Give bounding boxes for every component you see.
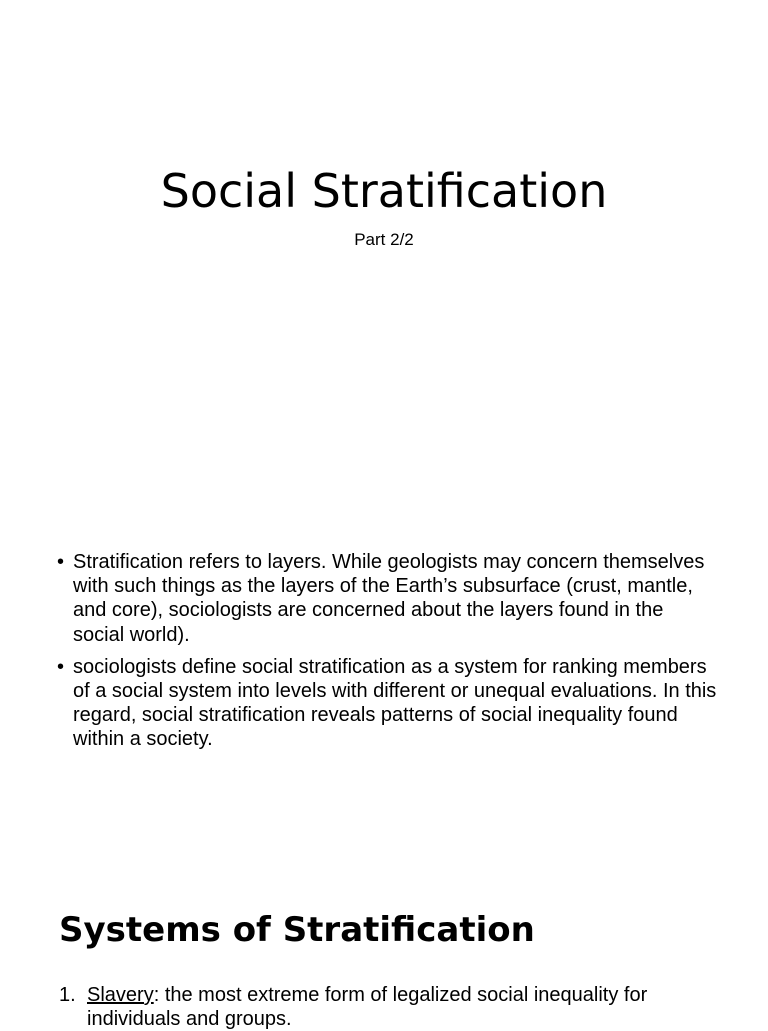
title-slide: [0, 0, 768, 384]
section-heading: Systems of Stratification: [59, 910, 535, 950]
slide-title: Social Stratification: [160, 164, 608, 218]
definition-slide: [0, 384, 768, 768]
list-number: 1.: [59, 984, 76, 1006]
term-definition: : the most extreme form of legalized social inequality for individuals and groups.: [87, 984, 648, 1031]
slide-subtitle: Part 2/2: [354, 230, 414, 249]
bullet-text: sociologists define social stratification as a system for ranking members of a social system into levels with different or unequal evaluations. In this regard, social stratification reveals patterns of social inequality found within a society.: [73, 655, 717, 751]
term-slavery: Slavery: [87, 984, 154, 1006]
systems-slide: [0, 768, 768, 1031]
bullet-marker: •: [57, 551, 65, 573]
bullet-list: [57, 550, 717, 760]
bullet-item: [57, 550, 717, 647]
bullet-marker: •: [57, 655, 65, 678]
bullet-text: Stratification refers to layers. While geologists may concern themselves with such things as the layers of the Earth’s subsurface (crust, mantle, and core), sociologists are concerned about the layers found in the social world).: [73, 551, 705, 646]
bullet-item: [57, 655, 717, 752]
